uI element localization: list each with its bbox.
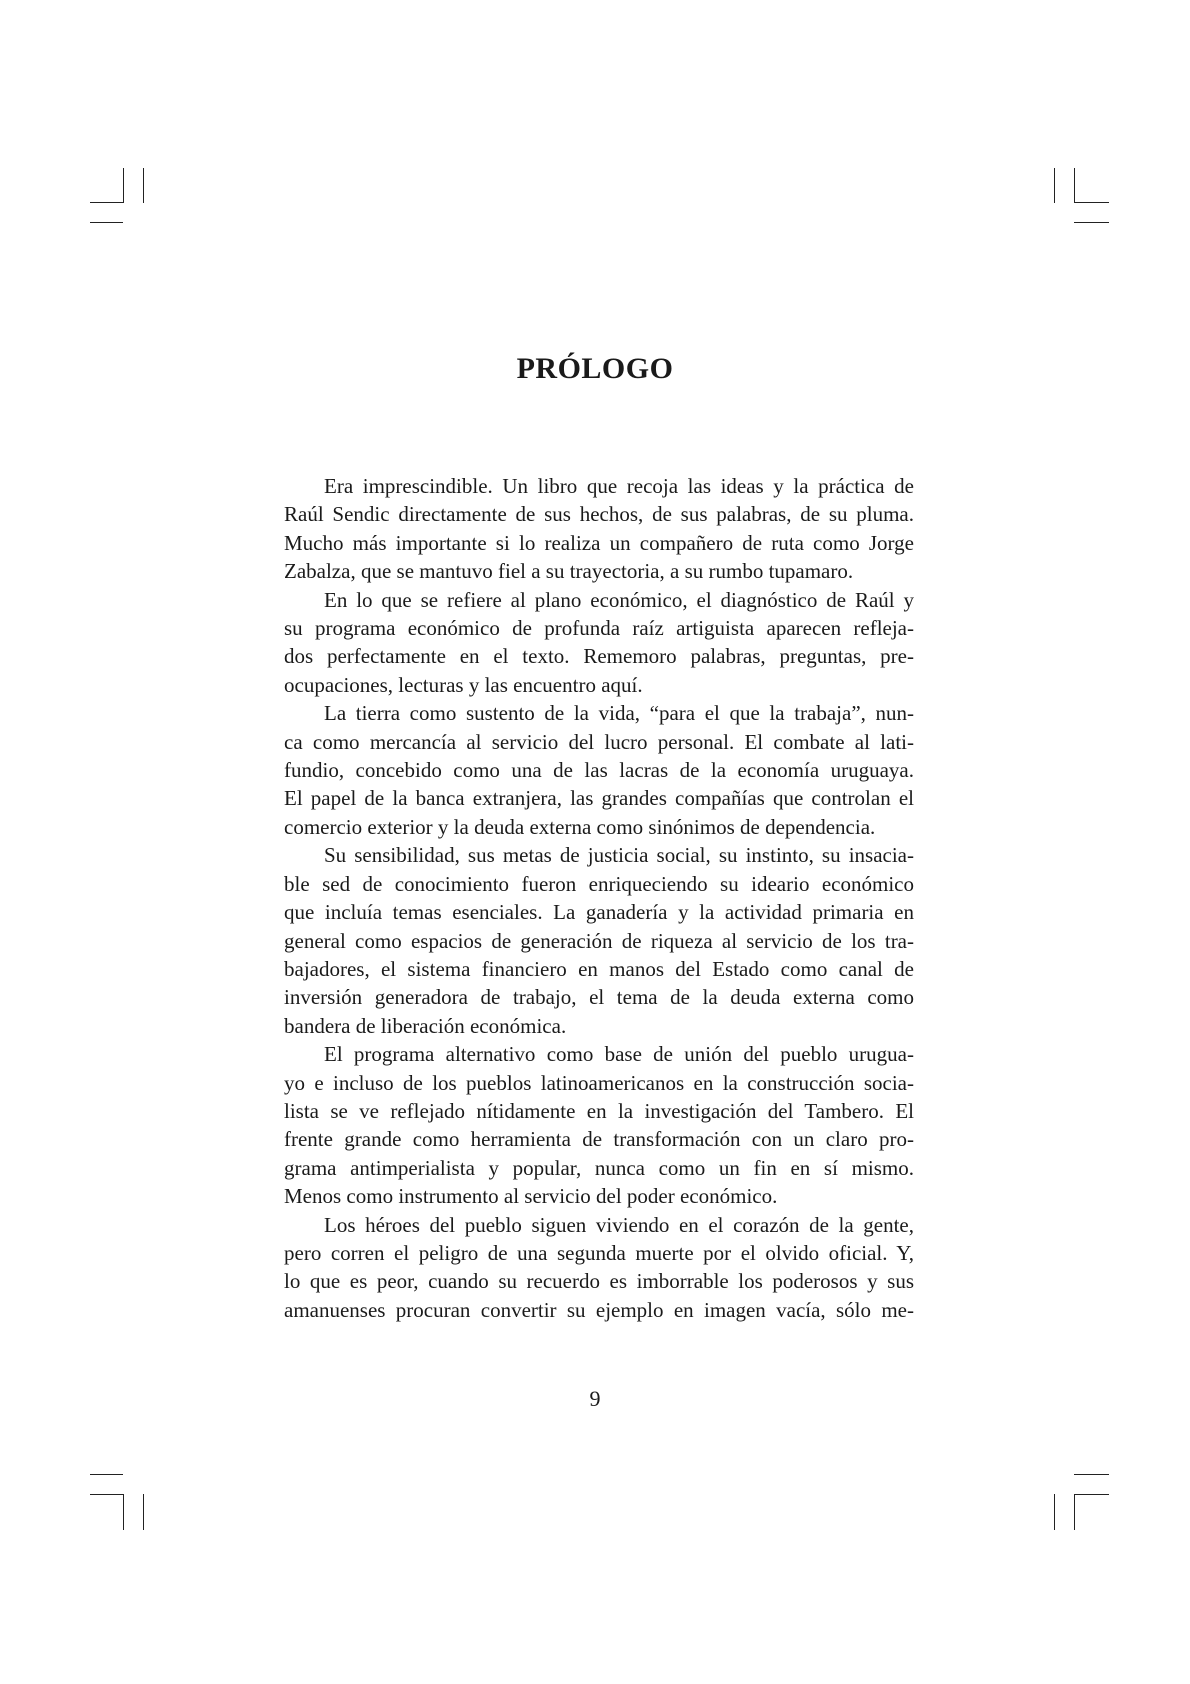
paragraph — [284, 1040, 914, 1210]
crop-mark-top-left-bleed — [90, 222, 123, 223]
crop-mark-bottom-left-vertical-a — [123, 1494, 124, 1530]
text-line: dos perfectamente en el texto. Rememoro palabras, preguntas, pre- — [284, 644, 914, 669]
paragraph — [284, 472, 914, 586]
text-line: grama antimperialista y popular, nunca como un fin en sí mismo. — [284, 1155, 914, 1180]
text-line: El programa alternativo como base de unión del pueblo urugua- — [324, 1042, 914, 1067]
crop-mark-bottom-right-horizontal — [1074, 1494, 1109, 1495]
crop-mark-bottom-left-vertical-b — [143, 1494, 144, 1530]
text-line: Raúl Sendic directamente de sus hechos, de sus palabras, de su pluma. — [284, 502, 914, 527]
text-line: inversión generadora de trabajo, el tema de la deuda externa como — [284, 985, 914, 1010]
crop-mark-bottom-right-vertical-b — [1074, 1494, 1075, 1530]
text-line: Zabalza, que se mantuvo fiel a su trayectoria, a su rumbo tupamaro. — [284, 559, 854, 584]
page-number: 9 — [589, 1386, 601, 1411]
text-line: general como espacios de generación de riqueza al servicio de los tra- — [284, 928, 914, 953]
text-line: Mucho más importante si lo realiza un compañero de ruta como Jorge — [284, 530, 914, 555]
crop-mark-top-left-horizontal — [90, 202, 123, 203]
text-line: bandera de liberación económica. — [284, 1013, 567, 1038]
text-line: frente grande como herramienta de transformación con un claro pro- — [284, 1127, 914, 1152]
paragraph — [284, 699, 914, 841]
crop-mark-bottom-left-bleed — [90, 1474, 123, 1475]
text-line: ca como mercancía al servicio del lucro personal. El combate al lati- — [284, 729, 914, 754]
text-line: que incluía temas esenciales. La ganadería y la actividad primaria en — [284, 900, 914, 925]
text-line: su programa económico de profunda raíz artiguista aparecen refleja- — [284, 616, 914, 641]
text-line: Su sensibilidad, sus metas de justicia social, su instinto, su insacia- — [324, 843, 914, 868]
crop-mark-top-right-bleed — [1074, 222, 1109, 223]
text-line: ocupaciones, lecturas y las encuentro aquí. — [284, 672, 643, 697]
text-line: amanuenses procuran convertir su ejemplo en imagen vacía, sólo me- — [284, 1297, 914, 1322]
crop-mark-top-right-vertical-a — [1054, 168, 1055, 203]
text-line: Era imprescindible. Un libro que recoja las ideas y la práctica de — [324, 474, 914, 498]
text-line: ble sed de conocimiento fueron enriqueciendo su ideario económico — [284, 871, 914, 896]
paragraph — [284, 586, 914, 700]
text-line: lista se ve reflejado nítidamente en la investigación del Tambero. El — [284, 1098, 914, 1123]
paragraph — [284, 841, 914, 1040]
crop-mark-top-right-vertical-b — [1074, 168, 1075, 203]
text-line: Los héroes del pueblo siguen viviendo en el corazón de la gente, — [324, 1212, 914, 1237]
prologue-body — [284, 472, 914, 1324]
text-line: El papel de la banca extranjera, las grandes compañías que controlan el — [284, 786, 914, 811]
text-line: En lo que se refiere al plano económico, el diagnóstico de Raúl y — [324, 587, 914, 612]
paragraph — [284, 1211, 914, 1325]
text-line: bajadores, el sistema financiero en manos del Estado como canal de — [284, 956, 914, 981]
crop-mark-top-left-vertical-b — [143, 168, 144, 203]
crop-mark-bottom-right-bleed — [1074, 1474, 1109, 1475]
crop-mark-bottom-right-vertical-a — [1054, 1494, 1055, 1530]
text-line: lo que es peor, cuando su recuerdo es imborrable los poderosos y sus — [284, 1269, 914, 1294]
text-line: Menos como instrumento al servicio del poder económico. — [284, 1184, 778, 1209]
crop-mark-top-left-vertical-a — [123, 168, 124, 203]
text-line: fundio, concebido como una de las lacras de la economía uruguaya. — [284, 758, 914, 783]
text-line: La tierra como sustento de la vida, “para el que la trabaja”, nun- — [324, 701, 914, 726]
chapter-title: PRÓLOGO — [516, 352, 674, 385]
crop-mark-bottom-left-horizontal — [90, 1494, 123, 1495]
text-line: comercio exterior y la deuda externa como sinónimos de dependencia. — [284, 814, 876, 839]
text-line: pero corren el peligro de una segunda muerte por el olvido oficial. Y, — [284, 1240, 914, 1265]
crop-mark-top-right-horizontal — [1074, 202, 1109, 203]
text-line: yo e incluso de los pueblos latinoamericanos en la construcción socia- — [284, 1070, 914, 1095]
